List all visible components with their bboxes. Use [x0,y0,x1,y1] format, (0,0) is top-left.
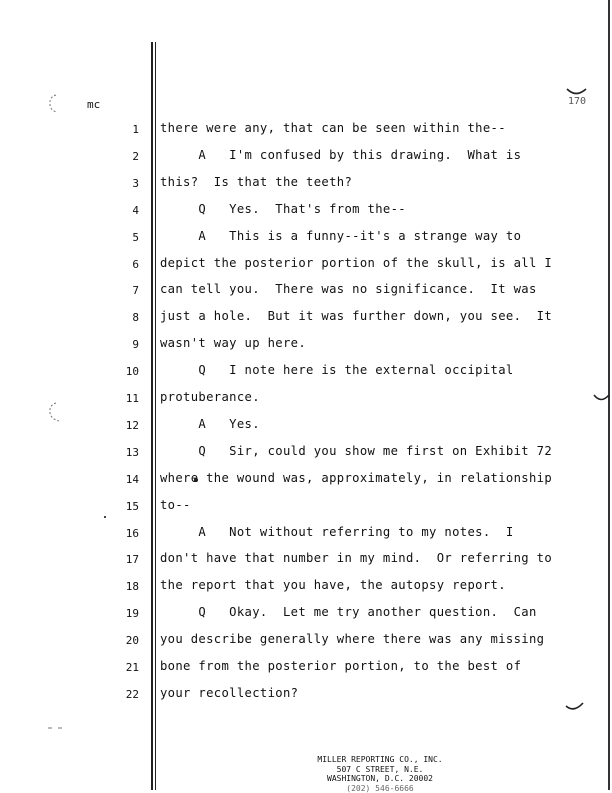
transcript-line [0,682,612,709]
transcript-line [0,144,612,171]
line-number: 3 [105,177,139,190]
transcript-line [0,332,612,359]
line-number: 2 [105,150,139,163]
line-text: to-- [160,498,191,512]
line-number: 11 [105,392,139,405]
transcript-line [0,252,612,279]
transcript-line [0,601,612,628]
line-number: 22 [105,688,139,701]
line-number: 15 [105,500,139,513]
transcript-line [0,413,612,440]
transcript-line [0,628,612,655]
line-number: 17 [105,553,139,566]
transcript-line [0,225,612,252]
line-number: 4 [105,204,139,217]
line-text: Q Okay. Let me try another question. Can [160,605,537,619]
line-number: 19 [105,607,139,620]
line-number: 12 [105,419,139,432]
transcript-line [0,547,612,574]
line-text: A This is a funny--it's a strange way to [160,229,521,243]
line-number: 7 [105,284,139,297]
line-text: the report that you have, the autopsy report. [160,578,506,592]
transcript-line [0,171,612,198]
line-text: Q I note here is the external occipital [160,363,514,377]
line-text: A Yes. [160,417,260,431]
line-text: where the wound was, approximately, in relationship [160,471,552,485]
line-number: 6 [105,258,139,271]
footer-street: 507 C STREET, N.E. [250,765,510,775]
reporter-initials: mc [87,98,100,111]
line-text: wasn't way up here. [160,336,306,350]
line-text: bone from the posterior portion, to the best of [160,659,521,673]
transcript-line [0,440,612,467]
transcript-line [0,467,612,494]
line-text: A I'm confused by this drawing. What is [160,148,521,162]
corner-mark-top [564,86,590,100]
line-text: Q Sir, could you show me first on Exhibit 72 [160,444,552,458]
line-number: 9 [105,338,139,351]
line-number: 13 [105,446,139,459]
line-number: 21 [105,661,139,674]
binder-hole-mark-bottom [44,720,68,734]
page-number: 170 [568,96,586,107]
binder-hole-mark-top [44,92,68,118]
transcript-line [0,198,612,225]
transcript-line [0,278,612,305]
line-text: this? Is that the teeth? [160,175,352,189]
line-number: 20 [105,634,139,647]
line-text: just a hole. But it was further down, you see. It [160,309,552,323]
transcript-line [0,386,612,413]
line-number: 8 [105,311,139,324]
line-number: 10 [105,365,139,378]
line-text: can tell you. There was no significance. It was [160,282,537,296]
transcript-line [0,574,612,601]
transcript-line [0,655,612,682]
line-text: you describe generally where there was any missing [160,632,544,646]
line-text: A Not without referring to my notes. I [160,525,514,539]
line-number: 16 [105,527,139,540]
line-text: protuberance. [160,390,260,404]
line-text: depict the posterior portion of the skull, is all I [160,256,552,270]
line-number: 1 [105,123,139,136]
line-text: your recollection? [160,686,298,700]
reporting-company-footer [250,755,510,793]
footer-company-name: MILLER REPORTING CO., INC. [250,755,510,765]
line-text: don't have that number in my mind. Or referring to [160,551,552,565]
transcript-line [0,305,612,332]
transcript-line [0,521,612,548]
line-number: 5 [105,231,139,244]
footer-city: WASHINGTON, D.C. 20002 [250,774,510,784]
transcript-line [0,494,612,521]
line-number: 18 [105,580,139,593]
line-text: Q Yes. That's from the-- [160,202,406,216]
line-text: there were any, that can be seen within the-- [160,121,506,135]
transcript-line [0,117,612,144]
transcript-line [0,359,612,386]
footer-phone: (202) 546-6666 [250,784,510,793]
line-number: 14 [105,473,139,486]
